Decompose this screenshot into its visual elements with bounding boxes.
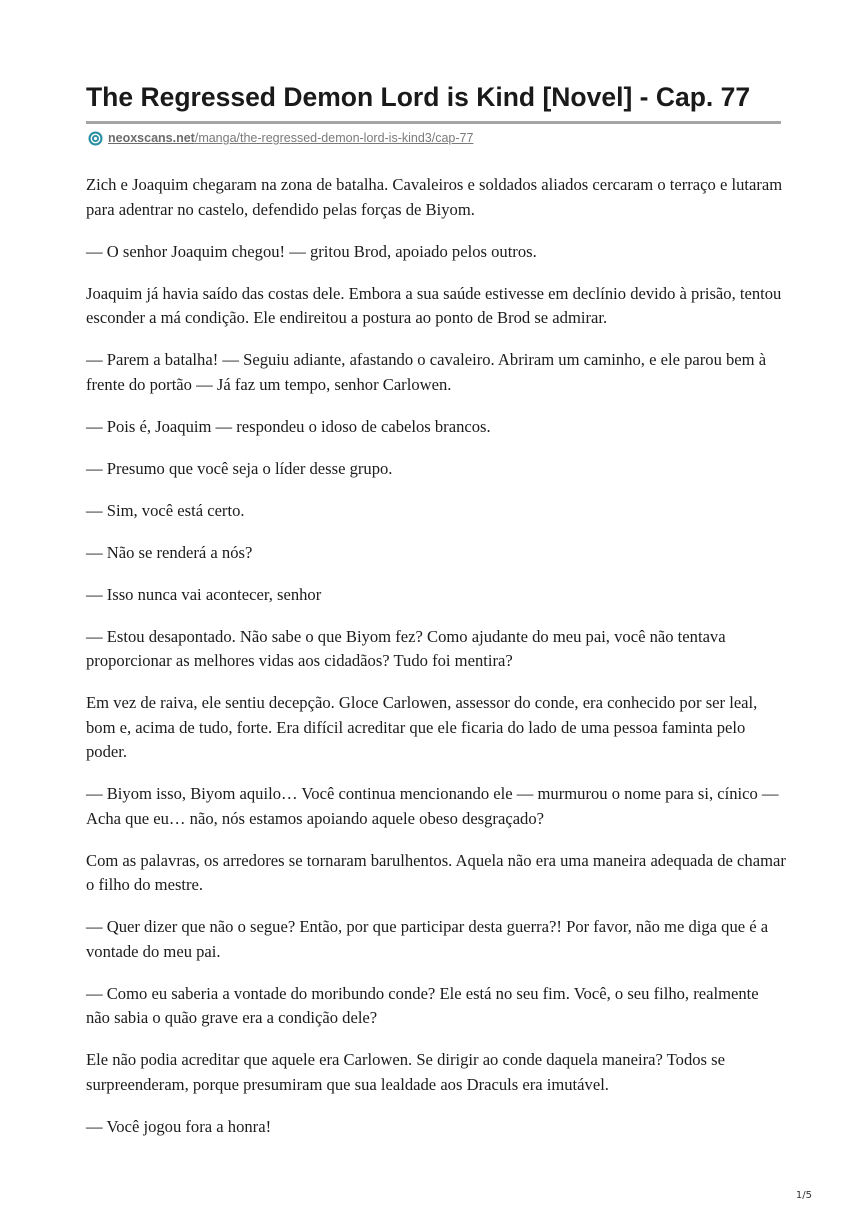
- title-divider: [86, 121, 781, 124]
- paragraph: — Presumo que você seja o líder desse grupo.: [86, 458, 393, 478]
- paragraph: — Você jogou fora a honra!: [86, 1116, 272, 1136]
- paragraph: Zich e Joaquim chegaram na zona de batalha. Cavaleiros e soldados aliados cercaram o terraço e lutaram para adentrar no castelo, defendido pelas forças de Biyom.: [86, 175, 783, 219]
- paragraph: — Pois é, Joaquim — respondeu o idoso de cabelos brancos.: [86, 416, 491, 436]
- chapter-body: [86, 173, 786, 1157]
- paragraph: Em vez de raiva, ele sentiu decepção. Gloce Carlowen, assessor do conde, era conhecido por ser leal, bom e, acima de tudo, forte. Era difícil acreditar que ele ficaria do lado de uma pessoa faminta pelo poder.: [86, 693, 758, 761]
- page-number: 1/5: [795, 1190, 812, 1201]
- paragraph: — Parem a batalha! — Seguiu adiante, afastando o cavaleiro. Abriram um caminho, e ele parou bem à frente do portão — Já faz um tempo, senhor Carlowen.: [86, 350, 767, 394]
- source-link[interactable]: [88, 128, 473, 148]
- paragraph: Joaquim já havia saído das costas dele. Embora a sua saúde estivesse em declínio devido à prisão, tentou esconder a má condição. Ele endireitou a postura ao ponto de Brod se admirar.: [86, 283, 782, 327]
- paragraph: — Sim, você está certo.: [86, 500, 245, 520]
- paragraph: Ele não podia acreditar que aquele era Carlowen. Se dirigir ao conde daquela maneira? Todos se surpreenderam, porque presumiram que sua lealdade aos Draculs era imutável.: [86, 1050, 725, 1094]
- source-domain[interactable]: neoxscans.net: [108, 131, 195, 145]
- paragraph: — Biyom isso, Biyom aquilo… Você continua mencionando ele — murmurou o nome para si, cínico — Acha que eu… não, nós estamos apoiando aquele obeso desgraçado?: [86, 784, 779, 828]
- paragraph: — Estou desapontado. Não sabe o que Biyom fez? Como ajudante do meu pai, você não tentava proporcionar as melhores vidas aos cidadãos? Tudo foi mentira?: [86, 626, 726, 670]
- site-globe-icon: [88, 131, 103, 146]
- paragraph: — Isso nunca vai acontecer, senhor: [86, 584, 322, 604]
- source-path[interactable]: /manga/the-regressed-demon-lord-is-kind3/cap-77: [194, 131, 474, 145]
- paragraph: — Como eu saberia a vontade do moribundo conde? Ele está no seu fim. Você, o seu filho, realmente não sabia o quão grave era a condição dele?: [86, 983, 759, 1027]
- paragraph: Com as palavras, os arredores se tornaram barulhentos. Aquela não era uma maneira adequada de chamar o filho do mestre.: [86, 850, 786, 894]
- paragraph: — O senhor Joaquim chegou! — gritou Brod, apoiado pelos outros.: [86, 241, 537, 261]
- paragraph: — Não se renderá a nós?: [86, 542, 253, 562]
- page-title: The Regressed Demon Lord is Kind [Novel] - Cap. 77: [86, 82, 751, 112]
- paragraph: — Quer dizer que não o segue? Então, por que participar desta guerra?! Por favor, não me diga que é a vontade do meu pai.: [86, 917, 769, 961]
